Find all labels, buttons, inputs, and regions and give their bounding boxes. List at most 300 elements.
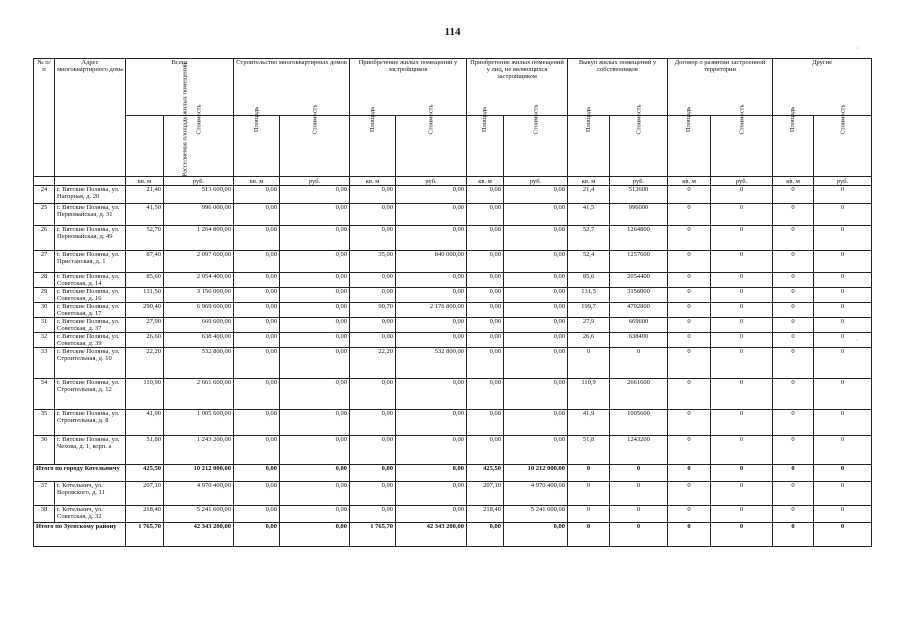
row-value: 41,5: [568, 204, 610, 226]
total-label: Итого по Зуевскому району: [34, 523, 126, 547]
total-value: 0: [610, 523, 668, 547]
row-value: 218,40: [126, 506, 164, 523]
row-value: 0,00: [234, 410, 280, 436]
row-value: 0,00: [234, 379, 280, 410]
subheader-row: [34, 116, 872, 177]
row-value: 0,00: [467, 333, 504, 348]
total-value: 0,00: [234, 523, 280, 547]
row-value: 0,00: [280, 204, 350, 226]
row-value: 0,00: [234, 204, 280, 226]
row-value: 0: [711, 318, 773, 333]
row-value: 0,00: [504, 436, 568, 465]
row-value: 0,00: [467, 288, 504, 303]
total-value: 425,50: [126, 465, 164, 482]
header-num: № п/п: [34, 59, 55, 177]
row-value: 0,00: [467, 318, 504, 333]
row-value: 52,7: [568, 226, 610, 251]
scan-mark: ·: [856, 44, 859, 53]
total-value: 425,50: [467, 465, 504, 482]
row-value: 90,70: [350, 303, 396, 318]
row-value: 0,00: [504, 204, 568, 226]
row-value: 1257600: [610, 251, 668, 273]
row-value: 0,00: [350, 379, 396, 410]
row-value: 0: [610, 482, 668, 506]
row-value: 0,00: [234, 348, 280, 379]
table-row: [34, 333, 872, 348]
table-row: [34, 482, 872, 506]
row-value: 0,00: [504, 251, 568, 273]
row-value: 0: [711, 251, 773, 273]
total-value: 0,00: [234, 465, 280, 482]
row-value: 0,00: [234, 186, 280, 204]
table-row: [34, 318, 872, 333]
row-value: 0,00: [280, 251, 350, 273]
row-value: 0: [773, 251, 814, 273]
row-number: 36: [34, 436, 55, 465]
row-number: 35: [34, 410, 55, 436]
row-number: 30: [34, 303, 55, 318]
table-row: [34, 348, 872, 379]
row-address: г. Вятские Поляны, ул. Первомайская, д. 31: [55, 204, 126, 226]
row-value: 26,60: [126, 333, 164, 348]
row-value: 0,00: [280, 379, 350, 410]
total-value: 0: [773, 523, 814, 547]
row-value: 21,4: [568, 186, 610, 204]
row-value: 0,00: [280, 436, 350, 465]
row-value: 0,00: [280, 318, 350, 333]
total-value: 0,00: [280, 465, 350, 482]
table-body: [34, 186, 872, 547]
unit-cost: руб.: [504, 177, 568, 186]
row-value: 0: [814, 273, 872, 288]
unit-cost: руб.: [814, 177, 872, 186]
row-value: 0: [711, 204, 773, 226]
unit-area: кв. м: [568, 177, 610, 186]
total-row: [34, 523, 872, 547]
row-value: 0,00: [280, 273, 350, 288]
row-value: 0,00: [234, 303, 280, 318]
row-value: 0: [773, 273, 814, 288]
row-value: 2 176 800,00: [396, 303, 467, 318]
row-value: 0: [773, 204, 814, 226]
row-address: г. Вятские Поляны, ул. Чехова, д. 1, корп. а: [55, 436, 126, 465]
row-value: 2 054 400,00: [164, 273, 234, 288]
row-value: 3 156 000,00: [164, 288, 234, 303]
row-number: 32: [34, 333, 55, 348]
row-value: 0,00: [280, 333, 350, 348]
row-value: 0: [610, 506, 668, 523]
unit-cost: руб.: [396, 177, 467, 186]
row-value: 5 241 600,00: [504, 506, 568, 523]
subheader-cost: Стоимость: [396, 116, 467, 177]
row-value: 0: [711, 482, 773, 506]
row-value: 85,60: [126, 273, 164, 288]
row-value: 26,6: [568, 333, 610, 348]
row-value: 0: [668, 273, 711, 288]
row-value: 0: [814, 186, 872, 204]
row-value: 0,00: [504, 226, 568, 251]
row-value: 1264800: [610, 226, 668, 251]
row-value: 0: [773, 226, 814, 251]
row-value: 0: [711, 333, 773, 348]
row-value: 0: [668, 303, 711, 318]
unit-area: кв. м: [668, 177, 711, 186]
row-value: 0: [711, 288, 773, 303]
row-value: 0: [668, 436, 711, 465]
row-value: 0: [814, 348, 872, 379]
row-value: 0: [668, 506, 711, 523]
row-value: 638 400,00: [164, 333, 234, 348]
row-value: 131,50: [126, 288, 164, 303]
unit-cost: руб.: [164, 177, 234, 186]
total-value: 0,00: [467, 523, 504, 547]
row-value: 4 970 400,00: [504, 482, 568, 506]
row-value: 0,00: [234, 288, 280, 303]
page-number: 114: [444, 26, 461, 38]
row-value: 110,9: [568, 379, 610, 410]
row-value: 0: [773, 333, 814, 348]
row-address: г. Котельнич, ул. Советская, д. 32: [55, 506, 126, 523]
total-value: 42 343 200,00: [396, 523, 467, 547]
row-value: 513600: [610, 186, 668, 204]
row-value: 0: [568, 482, 610, 506]
row-value: 0: [668, 226, 711, 251]
table-row: [34, 251, 872, 273]
row-value: 0,00: [396, 226, 467, 251]
row-value: 2054400: [610, 273, 668, 288]
total-row: [34, 465, 872, 482]
row-value: 0: [773, 288, 814, 303]
row-value: 0,00: [396, 288, 467, 303]
row-value: 0,00: [467, 273, 504, 288]
row-value: 0: [773, 379, 814, 410]
table-row: [34, 273, 872, 288]
subheader-area: Площадь: [234, 116, 280, 177]
row-value: 0,00: [280, 288, 350, 303]
table-row: [34, 379, 872, 410]
row-value: 22,20: [126, 348, 164, 379]
row-value: 0,00: [504, 186, 568, 204]
row-value: 0: [711, 226, 773, 251]
row-value: 0: [773, 186, 814, 204]
row-number: 28: [34, 273, 55, 288]
row-value: 0,00: [504, 288, 568, 303]
header-group-from-developers: Приобретение жилых помещений у застройщиков: [350, 59, 467, 116]
row-value: 0,00: [467, 348, 504, 379]
row-value: 669600: [610, 318, 668, 333]
row-value: 0: [668, 482, 711, 506]
table-row: [34, 410, 872, 436]
table-row: [34, 436, 872, 465]
row-value: 0: [814, 288, 872, 303]
subheader-cost: Стоимость: [504, 116, 568, 177]
total-value: 10 212 000,00: [504, 465, 568, 482]
row-value: 0,00: [504, 379, 568, 410]
row-value: 0: [773, 482, 814, 506]
row-value: 0,00: [467, 436, 504, 465]
row-value: 5 241 600,00: [164, 506, 234, 523]
row-value: 0,00: [350, 273, 396, 288]
row-value: 0,00: [504, 333, 568, 348]
header-row: [34, 59, 872, 116]
subheader-cost: Стоимость: [610, 116, 668, 177]
row-value: 0,00: [467, 251, 504, 273]
total-value: 0: [568, 523, 610, 547]
row-value: 0,00: [504, 410, 568, 436]
row-address: г. Вятские Поляны, ул. Нагорная, д. 20: [55, 186, 126, 204]
row-value: 1 243 200,00: [164, 436, 234, 465]
row-value: 0: [773, 436, 814, 465]
row-value: 0,00: [350, 288, 396, 303]
subheader-area: Площадь: [773, 116, 814, 177]
row-value: 996000: [610, 204, 668, 226]
row-number: 31: [34, 318, 55, 333]
row-value: 0: [668, 186, 711, 204]
row-value: 0,00: [234, 333, 280, 348]
row-number: 25: [34, 204, 55, 226]
row-value: 0: [814, 204, 872, 226]
row-number: 38: [34, 506, 55, 523]
header-group-other: Другие: [773, 59, 872, 116]
subheader-cost: Стоимость: [164, 116, 234, 177]
row-address: г. Вятские Поляны, ул. Строительная, д. 12: [55, 379, 126, 410]
row-value: 0,00: [504, 348, 568, 379]
row-value: 0,00: [504, 273, 568, 288]
row-value: 0,00: [350, 186, 396, 204]
row-value: 0,00: [396, 204, 467, 226]
row-address: г. Вятские Поляны, ул. Строительная, д. 10: [55, 348, 126, 379]
row-value: 1243200: [610, 436, 668, 465]
row-value: 0,00: [234, 273, 280, 288]
row-value: 0: [568, 506, 610, 523]
unit-area: кв. м: [126, 177, 164, 186]
row-value: 0: [711, 506, 773, 523]
row-value: 41,90: [126, 410, 164, 436]
row-value: 110,90: [126, 379, 164, 410]
row-value: 1005600: [610, 410, 668, 436]
row-value: 0,00: [467, 410, 504, 436]
total-value: 0,00: [504, 523, 568, 547]
row-value: 513 600,00: [164, 186, 234, 204]
header-group-buyout: Выкуп жилых помещений у собственников: [568, 59, 668, 116]
row-value: 0: [711, 303, 773, 318]
row-value: 0: [773, 303, 814, 318]
unit-area: кв. м: [234, 177, 280, 186]
row-value: 51,8: [568, 436, 610, 465]
row-value: 0,00: [396, 273, 467, 288]
row-value: 207,10: [126, 482, 164, 506]
row-value: 0,00: [396, 482, 467, 506]
row-value: 0,00: [350, 318, 396, 333]
row-value: 0: [668, 288, 711, 303]
row-value: 0,00: [350, 333, 396, 348]
row-value: 199,7: [568, 303, 610, 318]
row-number: 33: [34, 348, 55, 379]
row-address: г. Вятские Поляны, ул. Первомайская, д. 49: [55, 226, 126, 251]
row-value: 1 264 800,00: [164, 226, 234, 251]
row-value: 87,40: [126, 251, 164, 273]
row-value: 0,00: [396, 318, 467, 333]
row-value: 0: [668, 410, 711, 436]
row-value: 27,90: [126, 318, 164, 333]
row-number: 26: [34, 226, 55, 251]
row-value: 0,00: [396, 436, 467, 465]
total-value: 0,00: [396, 465, 467, 482]
table-row: [34, 226, 872, 251]
row-value: 22,20: [350, 348, 396, 379]
row-value: 0: [814, 482, 872, 506]
row-address: г. Вятские Поляны, ул. Советская, д. 17: [55, 303, 126, 318]
row-address: г. Вятские Поляны, ул. Советская, д. 16: [55, 288, 126, 303]
row-value: 0: [773, 348, 814, 379]
units-row: [34, 177, 872, 186]
subheader-area: Площадь: [568, 116, 610, 177]
subheader-resettled-area: Расселяемая площадь жилых помещений: [126, 116, 164, 177]
row-value: 41,50: [126, 204, 164, 226]
row-value: 0,00: [396, 333, 467, 348]
row-value: 0: [711, 436, 773, 465]
row-value: 669 600,00: [164, 318, 234, 333]
row-value: 51,80: [126, 436, 164, 465]
row-value: 532 800,00: [396, 348, 467, 379]
total-value: 10 212 000,00: [164, 465, 234, 482]
row-value: 2661600: [610, 379, 668, 410]
row-value: 0: [773, 318, 814, 333]
row-value: 0: [668, 251, 711, 273]
unit-cost: руб.: [610, 177, 668, 186]
row-value: 0: [711, 273, 773, 288]
scan-mark: ·: [856, 336, 859, 345]
total-value: 0: [711, 465, 773, 482]
row-value: 2 097 600,00: [164, 251, 234, 273]
row-value: 0: [814, 303, 872, 318]
row-value: 41,9: [568, 410, 610, 436]
row-value: 0,00: [280, 226, 350, 251]
row-value: 638400: [610, 333, 668, 348]
subheader-area: Площадь: [467, 116, 504, 177]
row-value: 0,00: [467, 379, 504, 410]
row-value: 840 000,00: [396, 251, 467, 273]
row-value: 0: [711, 348, 773, 379]
row-value: 0,00: [350, 506, 396, 523]
row-value: 0,00: [234, 506, 280, 523]
row-value: 0,00: [396, 506, 467, 523]
total-value: 1 765,70: [126, 523, 164, 547]
units-empty: [55, 177, 126, 186]
row-address: г. Котельнич, ул. Воровского, д. 11: [55, 482, 126, 506]
unit-cost: руб.: [280, 177, 350, 186]
row-value: 131,5: [568, 288, 610, 303]
row-value: 0: [814, 318, 872, 333]
row-value: 4 970 400,00: [164, 482, 234, 506]
table-row: [34, 303, 872, 318]
row-value: 0: [814, 251, 872, 273]
subheader-area: Площадь: [668, 116, 711, 177]
row-value: 0: [814, 379, 872, 410]
row-value: 0: [610, 348, 668, 379]
row-address: г. Вятские Поляны, ул. Советская, д. 37: [55, 318, 126, 333]
row-value: 0,00: [280, 506, 350, 523]
unit-cost: руб.: [711, 177, 773, 186]
row-value: 0,00: [350, 482, 396, 506]
row-value: 0,00: [396, 410, 467, 436]
unit-area: кв. м: [467, 177, 504, 186]
row-value: 0: [814, 410, 872, 436]
unit-area: кв. м: [350, 177, 396, 186]
row-value: 290,40: [126, 303, 164, 318]
row-value: 0,00: [280, 303, 350, 318]
row-value: 0: [568, 348, 610, 379]
row-value: 0,00: [234, 318, 280, 333]
table-row: [34, 506, 872, 523]
row-value: 0,00: [467, 226, 504, 251]
subheader-cost: Стоимость: [711, 116, 773, 177]
row-number: 34: [34, 379, 55, 410]
row-address: г. Вятские Поляны, ул. Строительная, д. 8: [55, 410, 126, 436]
row-address: г. Вятские Поляны, ул. Пристанская, д. 1: [55, 251, 126, 273]
total-value: 0: [610, 465, 668, 482]
row-value: 0,00: [467, 186, 504, 204]
row-address: г. Вятские Поляны, ул. Советская, д. 14: [55, 273, 126, 288]
subheader-cost: Стоимость: [814, 116, 872, 177]
units-empty: [34, 177, 55, 186]
total-value: 1 765,70: [350, 523, 396, 547]
row-value: 0,00: [396, 186, 467, 204]
table-row: [34, 186, 872, 204]
total-value: 0: [568, 465, 610, 482]
table-row: [34, 288, 872, 303]
row-value: 0: [814, 436, 872, 465]
row-value: 0: [668, 348, 711, 379]
total-value: 0: [668, 465, 711, 482]
resettlement-table: [33, 58, 872, 547]
row-value: 52,4: [568, 251, 610, 273]
header-group-from-non-developers: Приобретение жилых помещений у лиц, не являющихся застройщиком: [467, 59, 568, 116]
row-value: 0,00: [350, 410, 396, 436]
row-value: 85,6: [568, 273, 610, 288]
row-value: 0,00: [234, 436, 280, 465]
row-value: 0,00: [504, 303, 568, 318]
subheader-cost: Стоимость: [280, 116, 350, 177]
row-value: 0: [814, 506, 872, 523]
total-label: Итого по городу Котельничу: [34, 465, 126, 482]
row-value: 0,00: [280, 482, 350, 506]
header-group-total: Всего: [126, 59, 234, 116]
row-value: 0,00: [467, 204, 504, 226]
row-value: 0,00: [280, 348, 350, 379]
total-value: 0,00: [350, 465, 396, 482]
header-address: Адрес многоквартирного дома: [55, 59, 126, 177]
row-number: 24: [34, 186, 55, 204]
row-value: 0: [668, 379, 711, 410]
row-value: 0: [711, 379, 773, 410]
row-value: 0,00: [350, 436, 396, 465]
row-value: 21,40: [126, 186, 164, 204]
total-value: 0: [711, 523, 773, 547]
row-value: 0: [711, 186, 773, 204]
row-value: 27,9: [568, 318, 610, 333]
row-value: 0,00: [234, 226, 280, 251]
row-value: 996 000,00: [164, 204, 234, 226]
row-value: 0,00: [467, 303, 504, 318]
row-value: 35,00: [350, 251, 396, 273]
row-value: 0: [814, 333, 872, 348]
row-value: 0,00: [280, 186, 350, 204]
row-value: 0,00: [280, 410, 350, 436]
row-value: 0: [668, 204, 711, 226]
row-value: 0: [773, 506, 814, 523]
row-value: 0: [773, 410, 814, 436]
